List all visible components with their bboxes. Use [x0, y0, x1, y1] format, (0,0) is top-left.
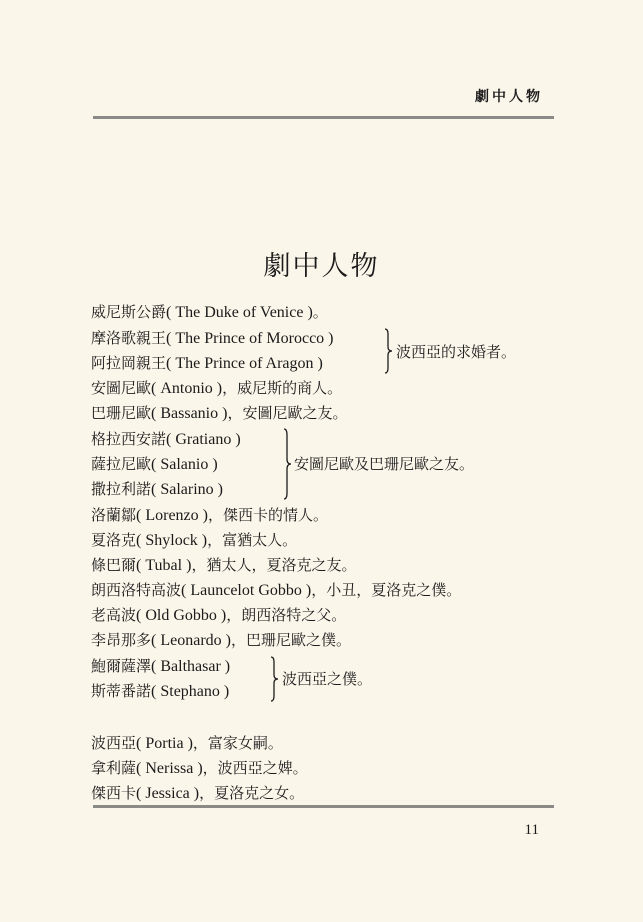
character-name-en: ( Balthasar ): [151, 658, 231, 675]
character-line: [91, 401, 347, 425]
group-brace: [383, 328, 393, 374]
character-line: [91, 679, 229, 703]
character-name-en: ( The Prince of Aragon ): [166, 355, 323, 372]
character-name-zh: 安圖尼歐: [91, 379, 152, 397]
character-name-zh: 李昂那多: [91, 631, 152, 649]
character-name-zh: 老高波: [91, 606, 137, 624]
character-name-en: ( Jessica ): [136, 785, 200, 802]
character-line: [91, 654, 230, 678]
character-line: [91, 351, 323, 375]
character-name-en: ( Leonardo ): [151, 632, 231, 649]
group-brace: [269, 656, 279, 702]
character-name-en: ( Bassanio ): [151, 405, 228, 422]
character-note: ，富猶太人。: [207, 531, 298, 549]
group-description: 波西亞的求婚者。: [396, 343, 517, 361]
character-name-zh: 摩洛歌親王: [91, 329, 167, 347]
running-head: 劇中人物: [475, 89, 543, 105]
page-title: 劇中人物: [263, 251, 380, 282]
character-name-zh: 威尼斯公爵: [91, 303, 167, 321]
character-name-en: ( Nerissa ): [136, 760, 203, 777]
group-description: 安圖尼歐及巴珊尼歐之友。: [294, 455, 475, 473]
character-note: ，波西亞之婢。: [202, 759, 308, 777]
character-name-zh: 斯蒂番諾: [91, 682, 152, 700]
character-name-zh: 阿拉岡親王: [91, 354, 167, 372]
character-name-en: ( The Duke of Venice ): [166, 304, 313, 321]
group-brace: [282, 428, 292, 500]
page-number: 11: [524, 822, 539, 838]
character-note: ，巴珊尼歐之僕。: [230, 631, 351, 649]
character-name-zh: 巴珊尼歐: [91, 404, 152, 422]
character-note: ，威尼斯的商人。: [222, 379, 343, 397]
character-name-en: ( Lorenzo ): [136, 507, 208, 524]
character-name-zh: 撒拉利諾: [91, 480, 152, 498]
character-note: ，猶太人，夏洛克之友。: [191, 556, 357, 574]
character-name-zh: 鮑爾薩澤: [91, 657, 152, 675]
character-line: [91, 781, 304, 805]
group-description: 波西亞之僕。: [282, 670, 373, 688]
character-line: [91, 503, 328, 527]
character-note: ，安圖尼歐之友。: [227, 404, 348, 422]
character-name-en: ( Salarino ): [151, 481, 223, 498]
character-line: [91, 452, 218, 476]
character-name-en: ( Stephano ): [151, 683, 230, 700]
character-name-en: ( Gratiano ): [166, 431, 241, 448]
character-line: [91, 603, 346, 627]
character-name-zh: 格拉西安諾: [91, 430, 167, 448]
character-name-zh: 條巴爾: [91, 556, 137, 574]
character-name-en: ( Old Gobbo ): [136, 607, 227, 624]
character-name-en: ( Salanio ): [151, 456, 218, 473]
character-line: [91, 628, 351, 652]
character-line: [91, 553, 356, 577]
character-name-en: ( Portia ): [136, 735, 193, 752]
character-note: ，夏洛克之女。: [199, 784, 305, 802]
character-note: ，朗西洛特之父。: [226, 606, 347, 624]
character-note: ，富家女嗣。: [192, 734, 283, 752]
character-name-zh: 朗西洛特高波: [91, 581, 182, 599]
character-name-en: ( Antonio ): [151, 380, 223, 397]
character-note: ，小丑，夏洛克之僕。: [311, 581, 462, 599]
character-line: [91, 477, 223, 501]
character-line: [91, 731, 283, 755]
character-name-zh: 洛蘭鄒: [91, 506, 137, 524]
character-line: [91, 326, 334, 350]
character-name-zh: 夏洛克: [91, 531, 137, 549]
character-line: [91, 528, 297, 552]
character-name-zh: 拿利薩: [91, 759, 137, 777]
character-note: 。: [312, 303, 328, 321]
character-name-en: ( Launcelot Gobbo ): [181, 582, 312, 599]
footer-rule: [93, 805, 554, 808]
character-name-zh: 薩拉尼歐: [91, 455, 152, 473]
character-line: [91, 427, 241, 451]
character-line: [91, 300, 328, 324]
character-line: [91, 578, 461, 602]
character-name-en: ( The Prince of Morocco ): [166, 330, 334, 347]
character-name-en: ( Shylock ): [136, 532, 208, 549]
character-note: ，傑西卡的情人。: [207, 506, 328, 524]
header-rule: [93, 116, 554, 119]
character-line: [91, 756, 308, 780]
character-name-zh: 傑西卡: [91, 784, 137, 802]
character-line: [91, 376, 342, 400]
character-name-en: ( Tubal ): [136, 557, 192, 574]
character-name-zh: 波西亞: [91, 734, 137, 752]
